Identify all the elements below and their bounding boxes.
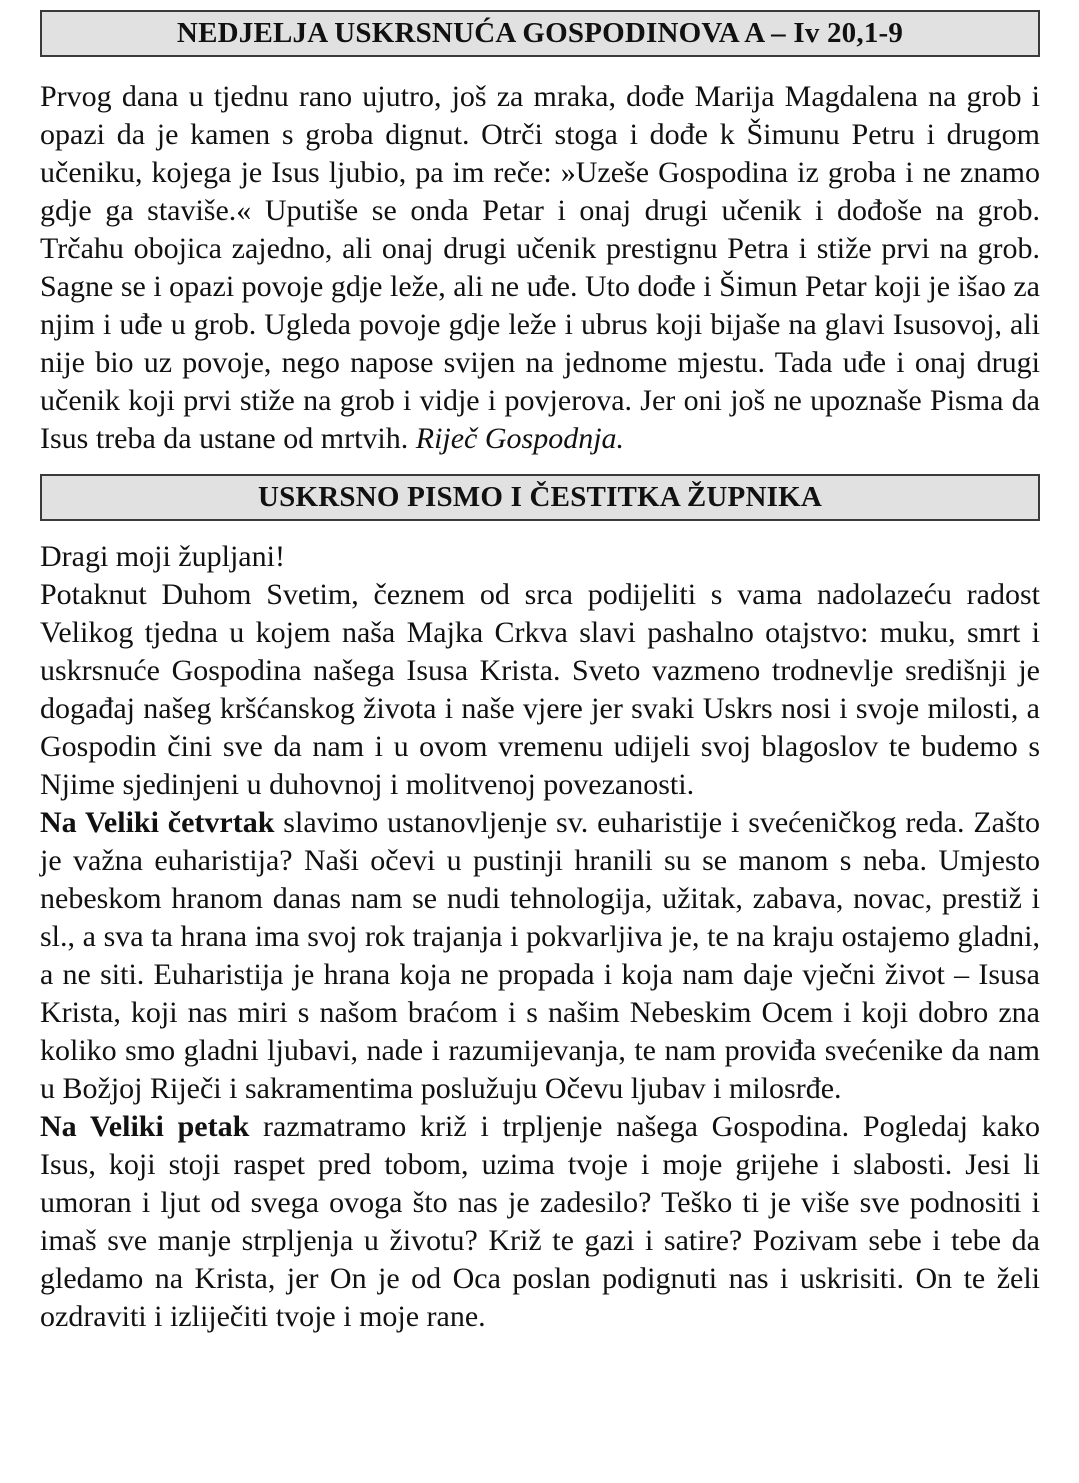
gospel-body-text: Prvog dana u tjednu rano ujutro, još za mraka, dođe Marija Magdalena na grob i opazi da je kamen s groba dignut. Otrči stoga i dođe k Šimunu Petru i drugom učeniku, kojega je Isus ljubio, pa im reče: »Uzeše Gospodina iz groba i ne znamo gdje ga staviše.« Uputiše se onda Petar i onaj drugi učenik i dođoše na grob. Trčahu obojica zajedno, ali onaj drugi učenik prestignu Petra i stiže prvi na grob. Sagne se i opazi povoje gdje leže, ali ne uđe. Uto dođe i Šimun Petar koji je išao za njim i uđe u grob. Ugleda povoje gdje leže i ubrus koji bijaše na glavi Isusovoj, ali nije bio uz povoje, nego napose svijen na jednome mjestu. Tada uđe i onaj drugi učenik koji prvi stiže na grob i vidje i povjerova. Jer oni još ne upoznaše Pisma da Isus treba da ustane od mrtvih. bbox=[40, 80, 1040, 455]
holy-thursday-text: slavimo ustanovljenje sv. euharistije i svećeničkog reda. Zašto je važna euharistija? Naši očevi u pustinji hranili su se manom s neba. Umjesto nebeskom hranom danas nam se nudi tehnologija, užitak, zabava, novac, prestiž i sl., a sva ta hrana ima svoj rok trajanja i pokvarljiva je, te na kraju ostajemo gladni, a ne siti. Euharistija je hrana koja ne propada i koja nam daje vječni život – Isusa Krista, koji nas miri s našom braćom i s našim Nebeskim Ocem i koji dobro zna koliko smo gladni ljubavi, nade i razumijevanja, te nam proviđa svećenike da nam u Božjoj Riječi i sakramentima poslužuju Očevu ljubav i milosrđe. bbox=[40, 806, 1040, 1105]
letter-paragraph-intro: Potaknut Duhom Svetim, čeznem od srca podijeliti s vama nadolazeću radost Velikog tjedna u kojem naša Majka Crkva slavi pashalno otajstvo: muku, smrt i uskrsnuće Gospodina našega Isusa Krista. Sveto vazmeno trodnevlje središnji je događaj našeg kršćanskog života i naše vjere jer svaki Uskrs nosi i svoje milosti, a Gospodin čini sve da nam i u ovom vremenu udijeli svoj blagoslov te budemo s Njime sjedinjeni u duhovnoj i molitvenoj povezanosti. bbox=[40, 578, 1040, 801]
holy-thursday-lead: Na Veliki četvrtak bbox=[40, 806, 275, 839]
section-header-gospel bbox=[40, 10, 1040, 57]
good-friday-text: razmatramo križ i trpljenje našega Gospodina. Pogledaj kako Isus, koji stoji raspet pred tobom, uzima tvoje i moje grijehe i slabosti. Jesi li umoran i ljut od svega ovoga što nas je zadesilo? Teško ti je više sve podnositi i imaš sve manje strpljenja u životu? Križ te gazi i satire? Pozivam sebe i tebe da gledamo na Krista, jer On je od Oca poslan podignuti nas i uskrisiti. On te želi ozdraviti i izliječiti tvoje i moje rane. bbox=[40, 1110, 1040, 1333]
gospel-closing-phrase: Riječ Gospodnja. bbox=[415, 422, 625, 455]
gospel-paragraph bbox=[40, 78, 1040, 458]
good-friday-lead: Na Veliki petak bbox=[40, 1110, 250, 1143]
letter-section-title: USKRSNO PISMO I ČESTITKA ŽUPNIKA bbox=[258, 481, 822, 513]
letter-paragraph-good-friday bbox=[40, 1108, 1040, 1336]
gospel-section-title: NEDJELJA USKRSNUĆA GOSPODINOVA A – Iv 20,1-9 bbox=[176, 17, 904, 49]
section-header-letter bbox=[40, 474, 1040, 521]
letter-paragraph-holy-thursday bbox=[40, 804, 1040, 1108]
letter-salutation: Dragi moji župljani! bbox=[40, 540, 285, 573]
